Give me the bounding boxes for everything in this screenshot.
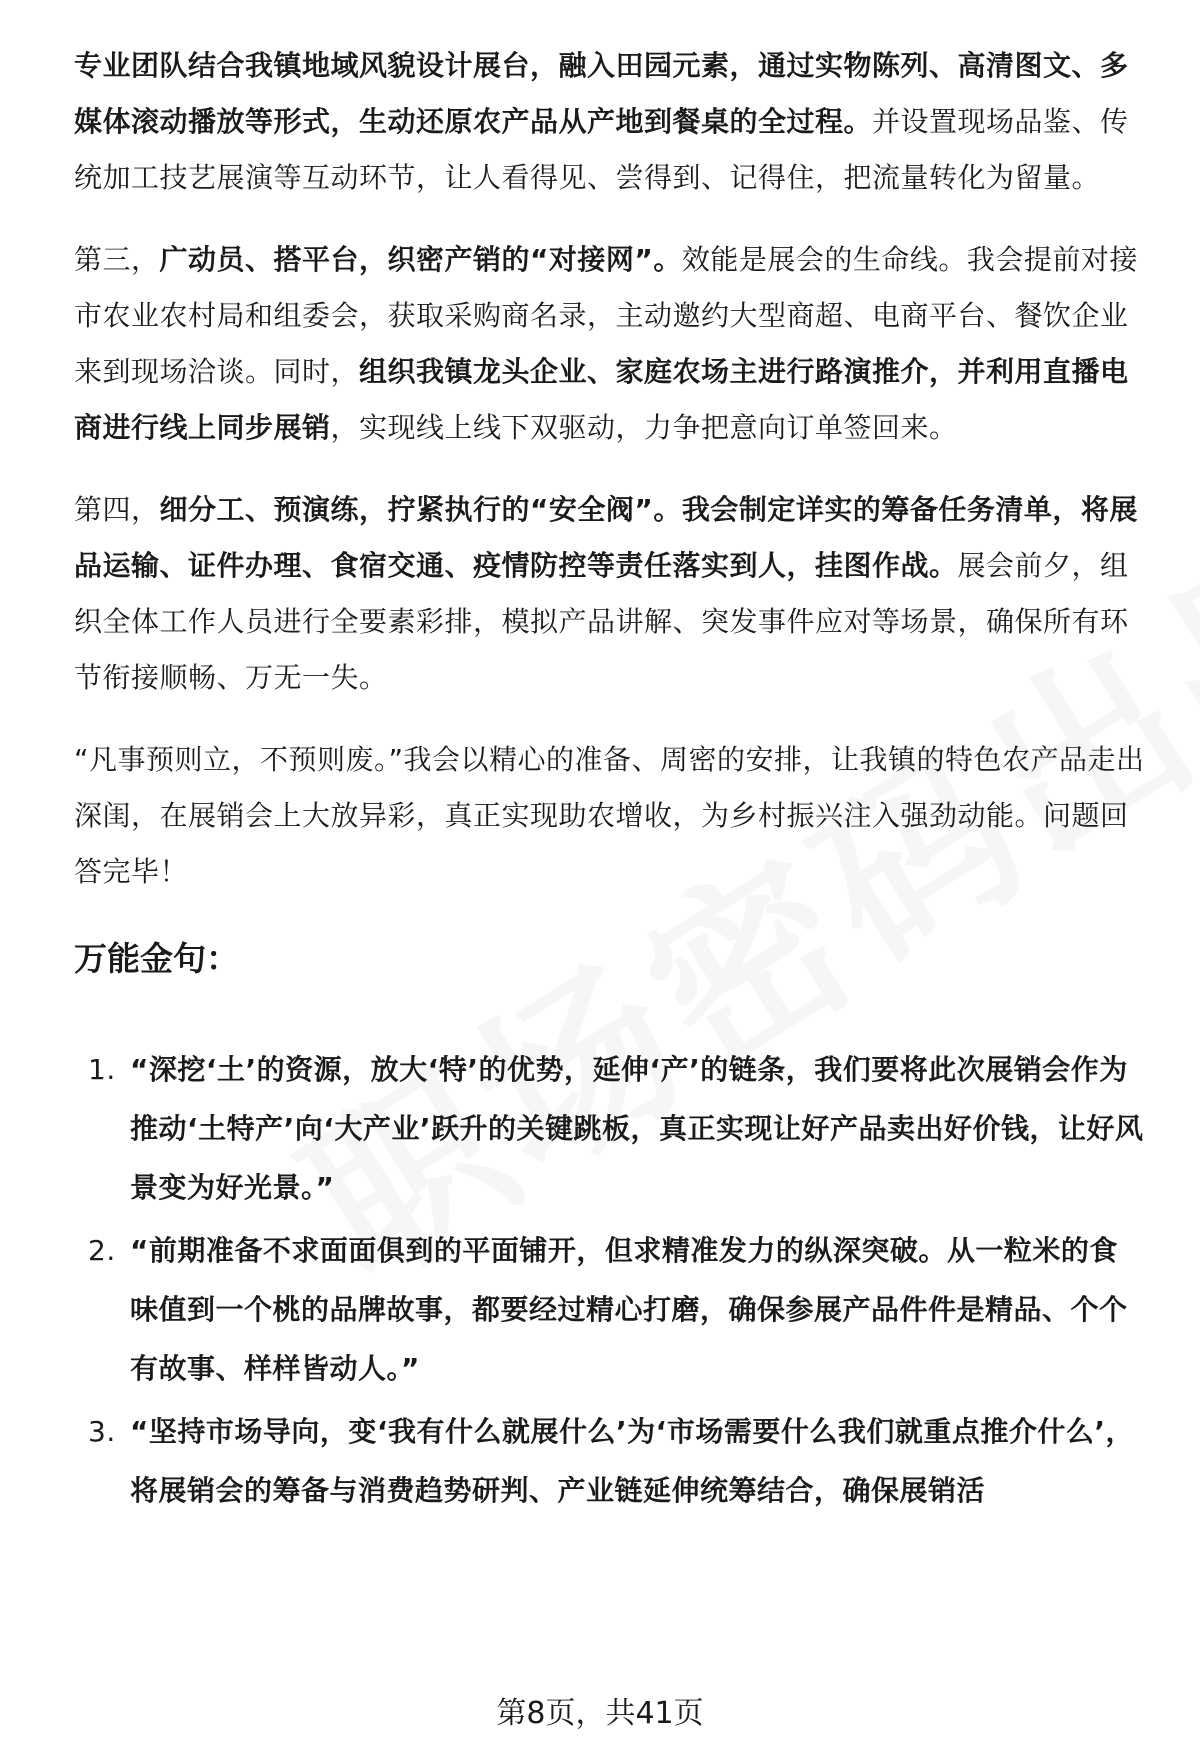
document-page xyxy=(74,38,1146,1524)
quote-number: 1. xyxy=(88,1053,116,1086)
quote-number: 3. xyxy=(88,1415,116,1448)
bold-text: 广动员、搭平台，织密产销的“对接网”。 xyxy=(159,243,682,276)
quote-number: 2. xyxy=(88,1234,116,1267)
section-heading: 万能金句： xyxy=(74,939,239,978)
text-run: ，实现线上线下双驱动，力争把意向订单签回来。 xyxy=(330,411,958,444)
quote-item xyxy=(74,1221,1146,1398)
quote-text: “坚持市场导向，变‘我有什么就展什么’为‘市场需要什么我们就重点推介什么’，将展销会的筹备与消费趋势研判、产业链延伸统筹结合，确保展销活 xyxy=(130,1415,1134,1507)
paragraph xyxy=(74,482,1146,706)
text-run: 并设置现场品鉴、传统加工技艺展演等互动环节，让人看得见、尝得到、记得住，把流量转化为留量。 xyxy=(74,105,1129,194)
text-run: 第三， xyxy=(74,243,160,276)
bold-text: 组织我镇龙头企业、家庭农场主进行路演推介，并利用直播电商进行线上同步展销 xyxy=(74,355,1129,444)
paragraph xyxy=(74,732,1146,900)
page-footer: 第8页，共41页 xyxy=(496,1696,704,1731)
paragraph xyxy=(74,38,1146,206)
paragraph xyxy=(74,232,1146,456)
bold-text: 细分工、预演练，拧紧执行的“安全阀”。我会制定详实的筹备任务清单，将展品运输、证件办理、食宿交通、疫情防控等责任落实到人，挂图作战。 xyxy=(74,493,1138,582)
text-run: “凡事预则立，不预则废。”我会以精心的准备、周密的安排，让我镇的特色农产品走出深闺，在展销会上大放异彩，真正实现助农增收，为乡村振兴注入强劲动能。问题回答完毕！ xyxy=(74,743,1145,888)
quote-item xyxy=(74,1402,1146,1520)
text-run: 效能是展会的生命线。我会提前对接市农业农村局和组委会，获取采购商名录，主动邀约大型商超、电商平台、餐饮企业来到现场洽谈。同时， xyxy=(74,243,1138,388)
quote-text: “深挖‘土’的资源，放大‘特’的优势，延伸‘产’的链条，我们要将此次展销会作为推动‘土特产’向‘大产业’跃升的关键跳板，真正实现让好产品卖出好价钱，让好风景变为好光景。” xyxy=(130,1053,1144,1204)
text-run: 第四， xyxy=(74,493,160,526)
text-run: 展会前夕，组织全体工作人员进行全要素彩排，模拟产品讲解、突发事件应对等场景，确保所有环节衔接顺畅、万无一失。 xyxy=(74,549,1129,694)
quote-list xyxy=(74,1040,1146,1520)
quote-text: “前期准备不求面面俱到的平面铺开，但求精准发力的纵深突破。从一粒米的食味值到一个桃的品牌故事，都要经过精心打磨，确保参展产品件件是精品、个个有故事、样样皆动人。” xyxy=(130,1234,1128,1385)
quote-item xyxy=(74,1040,1146,1217)
body-paragraphs xyxy=(74,38,1146,900)
bold-text: 专业团队结合我镇地域风貌设计展台，融入田园元素，通过实物陈列、高清图文、多媒体滚动播放等形式，生动还原农产品从产地到餐桌的全过程。 xyxy=(74,49,1129,138)
